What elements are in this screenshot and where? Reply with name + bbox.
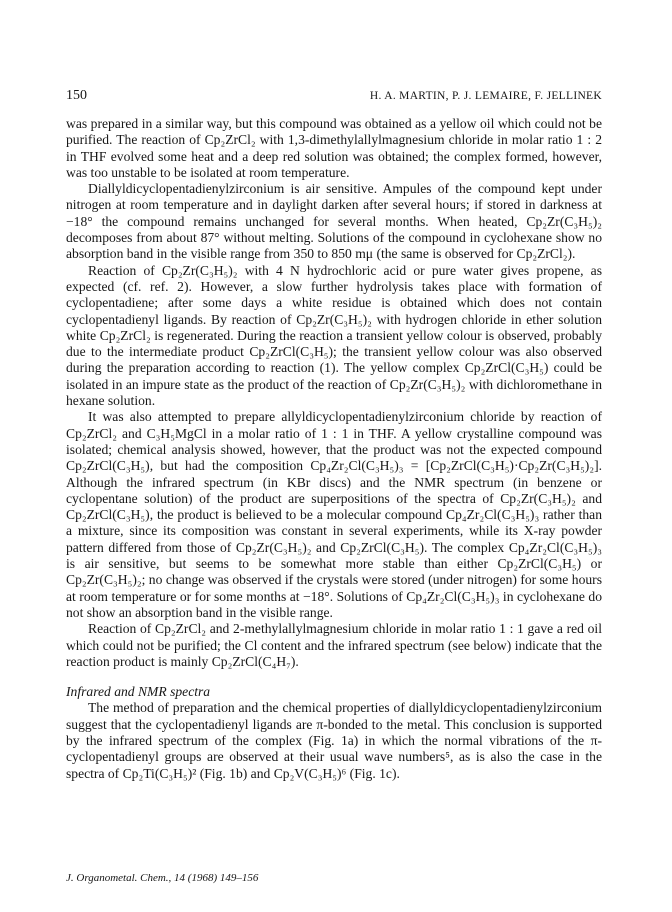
page-number: 150 xyxy=(66,88,87,103)
paragraph-hydrolysis: Reaction of Cp₂Zr(C₃H₅)₂ with 4 N hydrochloric acid or pure water gives propene, as expected (cf. ref. 2). However, a slow further hydrolysis takes place with formation of cyclopentadiene; after some days a white residue is obtained which does not contain cyclopentadienyl ligands. By reaction of Cp₂Zr(C₃H₅)₂ with hydrogen chloride in ether solution white Cp₂ZrCl₂ is regenerated. During the reaction a transient yellow colour is observed, probably due to the intermediate product Cp₂ZrCl(C₃H₅); the transient yellow colour was also observed during the preparation according to reaction (1). The yellow complex Cp₂ZrCl(C₃H₅) could be isolated in an impure state as the product of the reaction of Cp₂Zr(C₃H₅)₂ with dichloromethane in hexane solution. xyxy=(66,262,602,409)
paragraph-air-sensitivity: Diallyldicyclopentadienylzirconium is air sensitive. Ampules of the compound kept under nitrogen at room temperature and in daylight darken after several hours; if stored in darkness at −18° the compound remains unchanged for several months. When heated, Cp₂Zr(C₃H₅)₂ decomposes from about 87° without melting. Solutions of the compound in cyclohexane show no absorption band in the visible range from 350 to 850 mμ (the same is observed for Cp₂ZrCl₂). xyxy=(66,181,602,262)
paragraph-spectra: The method of preparation and the chemical properties of diallyldicyclopentadienylzirconium suggest that the cyclopentadienyl ligands are π-bonded to the metal. This conclusion is supported by the infrared spectrum of the complex (Fig. 1a) in which the normal vibrations of the π-cyclopentadienyl groups are observed at their usual wave numbers⁵, as is also the case in the spectra of Cp₂Ti(C₃H₅)² (Fig. 1b) and Cp₂V(C₃H₅)⁶ (Fig. 1c). xyxy=(66,700,602,781)
paragraph-continuation: was prepared in a similar way, but this compound was obtained as a yellow oil which could not be purified. The reaction of Cp₂ZrCl₂ with 1,3-dimethylallylmagnesium chloride in molar ratio 1 : 2 in THF evolved some heat and a deep red solution was obtained; the complex formed, however, was too unstable to be isolated at room temperature. xyxy=(66,116,602,180)
journal-reference: J. Organometal. Chem., 14 (1968) 149–156 xyxy=(66,872,259,884)
journal-page xyxy=(66,88,602,782)
section-title: Infrared and NMR spectra xyxy=(66,684,211,700)
running-head xyxy=(66,88,602,104)
article-body xyxy=(66,116,602,782)
running-head-authors: H. A. MARTIN, P. J. LEMAIRE, F. JELLINEK xyxy=(369,90,602,102)
paragraph-methylallyl: Reaction of Cp₂ZrCl₂ and 2-methylallylmagnesium chloride in molar ratio 1 : 1 gave a red oil which could not be purified; the Cl content and the infrared spectrum (see below) indicate that the reaction product is mainly Cp₂ZrCl(C₄H₇). xyxy=(66,621,602,669)
paragraph-allyl-chloride: It was also attempted to prepare allyldicyclopentadienylzirconium chloride by reaction of Cp₂ZrCl₂ and C₃H₅MgCl in a molar ratio of 1 : 1 in THF. A yellow crystalline compound was isolated; chemical analysis showed, however, that the product was not the expected compound Cp₂ZrCl(C₃H₅), but had the composition Cp₄Zr₂Cl(C₃H₅)₃ = [Cp₂ZrCl(C₃H₅)·Cp₂Zr(C₃H₅)₂]. Although the infrared spectrum (in KBr discs) and the NMR spectrum (in benzene or cyclopentane solution) of the product are superpositions of the spectra of Cp₂Zr(C₃H₅)₂ and Cp₂ZrCl(C₃H₅), the product is believed to be a molecular compound Cp₄Zr₂Cl(C₃H₅)₃ rather than a mixture, since its composition was constant in several experiments, while its X-ray powder pattern differed from those of Cp₂Zr(C₃H₅)₂ and Cp₂ZrCl(C₃H₅). The complex Cp₄Zr₂Cl(C₃H₅)₃ is air sensitive, but seems to be somewhat more stable than either Cp₂ZrCl(C₃H₅) or Cp₂Zr(C₃H₅)₂; no change was observed if the crystals were stored (under nitrogen) for some hours at room temperature or for some months at −18°. Solutions of Cp₄Zr₂Cl(C₃H₅)₃ in cyclohexane do not show an absorption band in the visible range. xyxy=(66,409,602,620)
